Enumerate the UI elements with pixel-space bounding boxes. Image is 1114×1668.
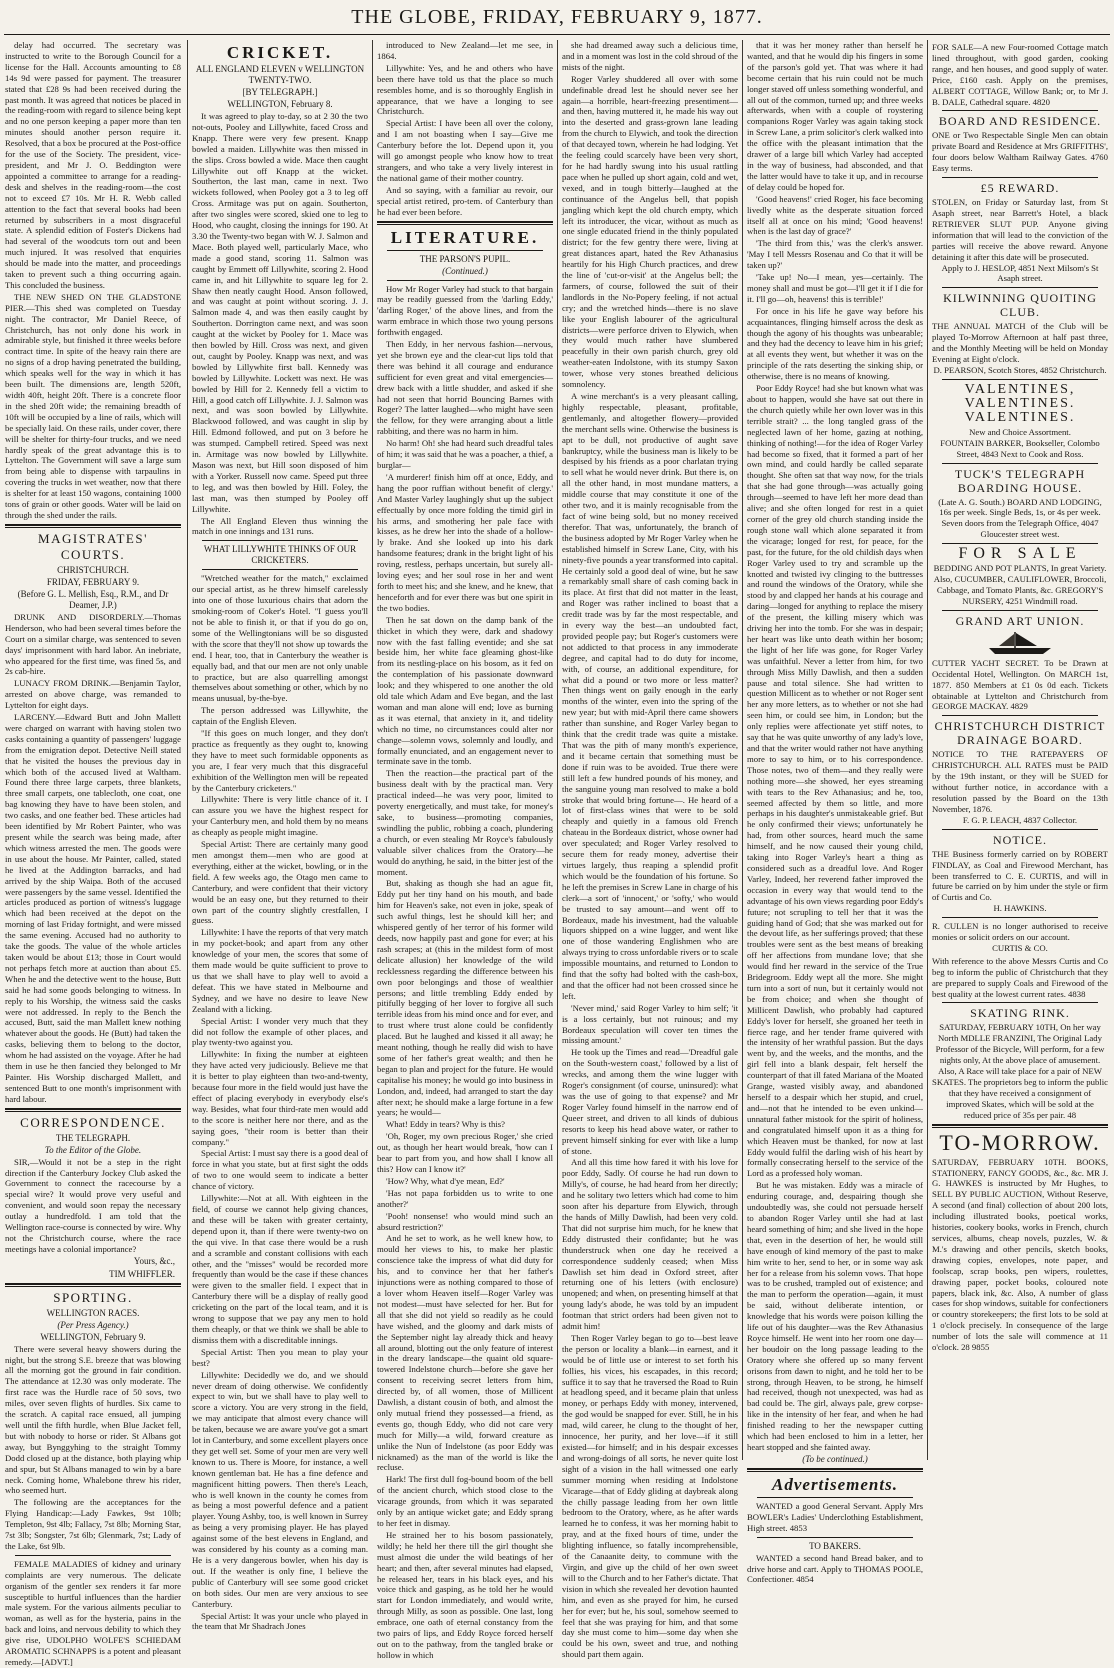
divider bbox=[387, 250, 543, 251]
advert-title: VALENTINES, VALENTINES. VALENTINES. bbox=[964, 381, 1076, 425]
letter-body: SIR,—Would it not be a step in the right direction if the Canterbury Jockey Club asked the Government to connect the racecourse by a special wire? It would prove very useful and convenient, and would soon repay the necessary outlay a hundredfold. I am told that the Wellington race-course is connected by wire. Why not the Christchurch course, where the race meetings have a colonial importance? bbox=[5, 1156, 181, 1254]
advert-text: THE Business formerly carried on by ROBERT FINDLAY, as Coal and Firewood Merchant, has been transferred to C. E. CURTIS, and will in future be carried on by him under the style or firm of Curtis and Co. bbox=[932, 848, 1108, 903]
divider bbox=[942, 379, 1098, 380]
section-subheading: ALL ENGLAND ELEVEN v WELLINGTON TWENTY-TWO. bbox=[195, 64, 365, 85]
divider bbox=[942, 715, 1098, 716]
article-text: delay had occurred. The secretary was instructed to write to the Borough Council for a license for the Hall. Accounts amounting to £8 14s 9d were passed for payment. The treasurer stated that £28 9s had been received during the past month. It was agreed that notices be placed in the reading-room with regard to silence being kept and no one person keeping a paper more than ten minutes should another person require it. Resolved, that a box be procured at the Post-office for the use of the Society. The president, vice-president, and Mr J. O. Beddington were appointed a committee to arrange for a reading-desk and shelves in the reading-room—the cost not to exceed £7 10s. Mr H. R. Webb called attention to the fact that several books had been returned by subscribers in a most disgraceful state. A splendid edition of Foster's Dickens had had several of the woodcuts torn out and been much injured. It was resolved that enquiries should be made into the matter, and proceedings taken to prevent such a thing occurring again. This concluded the business. bbox=[5, 40, 181, 290]
advert bbox=[932, 383, 1108, 460]
bench-line: (Before G. L. Mellish, Esq., R.M., and Dr Deamer, J.P.) bbox=[17, 588, 169, 610]
advert-text: WANTED a good General Servant. Apply Mrs BOWLER's Ladies' Underclothing Establishment, High street. 4853 bbox=[747, 1500, 923, 1533]
article-text: introduced to New Zealand—let me see, in 1864. bbox=[377, 40, 553, 61]
advert-title: GRAND ART UNION. bbox=[955, 613, 1085, 628]
article-text: Lillywhite: In fixing the number at eighteen they have acted very judiciously. Believe me that it is better to play eighteen than two-and-twenty, because four more in the field would just have the effect of placing everybody in everybody else's way. Besides, what four third-rate men would add to the score is neither here nor there, and as the saying goes, "their room is better than their company." bbox=[192, 1049, 368, 1147]
article-text: And so saying, with a familiar au revoir, our special artist retired, pro-tem. of Canterbury than he had ever been before. bbox=[377, 184, 553, 217]
article-text: Special Artist: I must say there is a good deal of force in what you state, but at first sight the odds of two to one would seem to indicate a better chance of victory. bbox=[192, 1148, 368, 1192]
story-text: 'Oh, Roger, my own precious Roger,' she cried out, as though her heart would break, 'how can I bear to part from you, and how shall I know all this? How can I know it?' bbox=[377, 1131, 553, 1174]
continued-label: (Continued.) bbox=[442, 265, 488, 276]
story-title: THE PARSON'S PUPIL. bbox=[419, 253, 511, 264]
dateline: FRIDAY, FEBRUARY 9. bbox=[46, 576, 140, 587]
article-text: There were several heavy showers during the night, but the strong S.E. breeze that was blowing all the morning got the ground in fair condition. The attendance at 12.30 was only moderate. The first race was the Hurdle race of 50 sovs, two miles, over seven flights of hurdles. Six came to the scratch. A capital race ensued, all jumping well until the fifth hurdle, when Blue Jacket fell, but with nobody to horse or rider. St Albans got away, but Bynggyhing to the straight Tommy Dodd closed up at the distance, both playing whip and spur, but St Albans managed to win by a bare neck. Coming home, Whalebone threw his rider, who seemed hurt. bbox=[5, 1343, 181, 1496]
divider bbox=[757, 1537, 913, 1538]
article-text: Special Artist: There are certainly many good men amongst them—men who are good at everything, either at the wicket, bowling, or in the field. A few weeks ago, the Otago men came to Canterbury, and were confident that their victory would be an easy one, but they returned to their own part of the country slightly crestfallen, I guess. bbox=[192, 839, 368, 926]
story-text: 'Has not papa forbidden us to write to one another?' bbox=[377, 1187, 553, 1209]
divider bbox=[942, 287, 1098, 288]
advert-title: BOARD AND RESIDENCE. bbox=[938, 114, 1102, 129]
advert-signature: H. HAWKINS. bbox=[993, 903, 1047, 914]
section-heading: CRICKET. bbox=[226, 43, 334, 62]
story-text: Poor Eddy Royce! had she but known what was about to happen, would she have sat out there in the church quietly while her own lover was in this terrible strait? ... the long tangled grass of the neglected lawn of her home, gazing at nothing, thinking of nothing!—for the idea of Roger Varley had become so fixed, that it formed a part of her own mind, and could hardly be called separate thought. She often sat that way now, for the trials that she had gone through—was actually going through—seemed to have left her more dead than alive; and she often longed for rest in a quiet corner of the grey old church standing inside the rough stone wall which alone separated it from the vicarage; longed for rest, for peace, for the past, for the future, for the old childish days when Roger Varley used to try and scramble up the knotted and twisted ivy clinging to the buttresses and round the windows of the Oratory, while she stood by and clapped her hands at his courage and daring—longed for anything to replace the misery of the present, the killing misery which was driving her into the tomb. For she was in despair; her heart was like unto death within her bosom; the light of her life was gone, for Roger Varley was unfaithful. Never a letter from him, for two through Miss Milly Dawlish, and then a sudden pause and total silence. She had written to question Millicent as to whether or not Roger sent her any more letters, as to whether or not she had seen him, or could see him, in London; but the only replies were affectionate yet stiff notes, to say that he was quite unworthy of any lady's love, and that the writer would rather not have anything more to say to him, or to his correspondence. Those notes, two of them—and they really were nothing more—she showed, her eyes streaming with tears to the Rev Athanasius; and he, too, seemed affected by them so little, and more perhaps in his daughter's unmistakeable grief. But he only confirmed their views; unfortunately he had, from other sources, heard much the same himself, and he now caused their young child, taking into Roger Varley's heart a thing as considered such as a dreadful love. And Roger Varley, Indeed, her reverend father improved the occasion in every way that would tend to the advantage of his own views regarding poor Eddy's future; not scrupling to tell her that it was the guiding hand of God; that she was marked out for the devout life, as her sufferings proved; that these troubles were sent as the best means of breaking off her affections from mundane love; that she would find her reward in the service of the True Bridegroom. Eddy wept all the more. She might turn into a sort of nun, but it certainly would not be from choice; and when she thought of Millicent Dawlish, who probably had captured Eddy's lover for herself, she groaned her teeth in fierce rage, and her tender frame quivered with the intensity of her wrathful passion. But the days went by, and the weeks, and the months, and the girl fell into a blank despair, felt herself the counterpart of that ill fated Mariana of the Moated Grange, wasted visibly away, and abandoned herself to a despair which her stupid, and cruel, and—not that he intended to be even unkind—unnatural father mistook for the spirit of holiness, and congratulated himself upon it as a thing for which Heaven must be thanked, for now at last Eddy would fulfil the darling wish of his heart by formally consecrating herself to the service of the Lord as a professed holy woman. bbox=[747, 383, 923, 1179]
advert-title: TO-MORROW. bbox=[939, 1129, 1101, 1155]
source-line: [BY TELEGRAPH.] bbox=[242, 87, 318, 97]
masthead-rule bbox=[4, 34, 1110, 35]
divider bbox=[942, 110, 1098, 111]
column-6-advertisements bbox=[932, 40, 1108, 1460]
advert bbox=[932, 467, 1108, 541]
advert-title: CHRISTCHURCH DISTRICT DRAINAGE BOARD. bbox=[934, 719, 1106, 748]
section-divider bbox=[5, 524, 181, 528]
story-text: 'Pooh! nonsense! who would mind such an absurd restriction?' bbox=[377, 1210, 553, 1232]
article-text: LUNACY FROM DRINK.—Benjamin Taylor, arrested on above charge, was remanded to Lyttelton for eight days. bbox=[5, 678, 181, 711]
advert-title: KILWINNING QUOITING CLUB. bbox=[943, 291, 1097, 320]
section-divider bbox=[932, 1124, 1108, 1128]
divider bbox=[942, 463, 1098, 464]
article-text: DRUNK AND DISORDERLY.—Thomas Henderson, who had been several times before the Court on a similar charge, was sentenced to seven days' imprisonment with hard labor. An inebriate, who appeared for the first time, was fined 5s, and 2s cab-hire. bbox=[5, 611, 181, 677]
advert-text: With reference to the above Messrs Curtis and Co beg to inform the public of Christchurch that they are prepared to supply Coals and Firewood of the best quality at the lowest current rates. 4838 bbox=[932, 955, 1108, 999]
article-text: Special Artist: Then you mean to play your best? bbox=[192, 1346, 368, 1368]
to-be-continued: (To be continued.) bbox=[802, 1453, 868, 1464]
column-rule bbox=[742, 40, 743, 1460]
article-text: Special Artist: I have been all over the colony, and I am not boasting when I say—Give me Canterbury before the lot. Depend upon it, you will go amongst people who know how to treat strangers, and who take a very lively interest in the national game of their mother country. bbox=[377, 118, 553, 183]
story-text: 'Good heavens!' cried Roger, his face becoming livedly white as the desperate situation forced itself all at once on his mind; 'Good heavens! when is the last day of grace?' bbox=[747, 193, 923, 237]
letter-signature: TIM WHIFFLER. bbox=[109, 1268, 175, 1279]
divider bbox=[942, 610, 1098, 611]
story-text: that it was her money rather than herself he wanted, and that he would dip his fingers in some of the parson's gold yet. That was where it had become certain that his ruin could not be much longer staved off unless something wonderful, and all out of the common, turned up; and three weeks afterwards, when with a couple of roystering companions Roger Varley was again taking stock in Screw Lane, a prim solicitor's clerk walked into the office with the pleasant intimation that the drawer of a large bill which Varley had accepted in the way of business, had absconded, and that the latter would have to take it up, and in recourse of delay could be hoped for. bbox=[747, 40, 923, 192]
column-3 bbox=[377, 40, 553, 1660]
story-text: Then he sat down on the damp bank of the thicket in which they were, dark and shadowy now with the fast falling eventide; and she sat beside him, her white face gleaming ghost-like from its nestling-place on his bosom, as it fed on the contemplation of his passionate downward look; and they whispered to one another the old old tale which Adam and Eve began, and the last woman and man alone will end; love as burning as it was eternal, that anxiety in it, and tidelity which no time, no circumstances could alter nor change—solemn vows, solemnly and loudly, and formally enunciated, and an engagement never to terminate save in the tomb. bbox=[377, 614, 553, 767]
column-rule bbox=[187, 40, 188, 1460]
advert bbox=[932, 42, 1108, 107]
section-heading: SPORTING. bbox=[53, 1289, 133, 1305]
story-text: 'Never mind,' said Roger Varley to him self; 'it is a loss certainly, but not ruinous; and my Bordeaux speculation will cover ten times the missing amount.' bbox=[562, 1002, 738, 1046]
section-divider bbox=[377, 221, 553, 225]
source-line: (Per Press Agency.) bbox=[57, 1319, 129, 1330]
story-text: What! Eddy in tears? Why is this? bbox=[386, 1119, 506, 1130]
divider bbox=[15, 1555, 171, 1556]
advert-text: WANTED a second hand Bread baker, and to drive horse and cart. Apply to THOMAS POOLE, Confectioner. 4854 bbox=[747, 1552, 923, 1585]
advert bbox=[932, 181, 1108, 284]
advert bbox=[932, 614, 1108, 713]
story-text: But he was mistaken. Eddy was a miracle of enduring courage, and, despairing though she undoubtedly was, she could not persuade herself to abandon Roger Varley until she had at last heard something of him; and she lived in the hope that, even in the desertion of her, he would still have enough of kind memory of the past to make him write to her, send to her, or in some way ask her for a release from his solemn vows. That hope was to be crushed, trampled out of existence; and the man to perform the operation—again, it must be said, without deliberate intention, or knowledge that his words were poison killing the life out of his daughter—was the Rev Athanasius Royce himself. He went into her room one day—her boudoir on the long passage leading to the Oratory where she offered up so many fervent orisons from dawn to night, and he told her to be strong, through Heaven, to be strong, he himself had received, though not unexpected, was had as bad could be. The girl, always pale, grew corpse-like in the intensity of her fear, and when he had finished reading to her the newspaper cutting which had been enclosed to him in a letter, her heart stopped and she fainted away. bbox=[747, 1180, 923, 1452]
section-divider bbox=[5, 1283, 181, 1287]
advert-text: THE ANNUAL MATCH of the Club will be played To-Morrow Afternoon at half past three, and the Monthly Meeting will be held on Monday Evening at Eight o'clock. bbox=[932, 321, 1108, 365]
story-text: Then Eddy, in her nervous fashion—nervous, yet she brown eye and the clear-cut lips told that there was behind it all courage and endurance sufficient for even great and vital emergencies—drew back with a little shudder, and asked if she had not seen that horrid Bouncing Barnes with Roger? The latter laughed—who might have seen the fellow, for they were arranging about a little rabbiting, and there was no harm in him. bbox=[377, 339, 553, 437]
article-text: LARCENY.—Edward Butt and John Mallett were charged on warrant with having stolen two casks containing a quantity of passengers' luggage from the emigration depot. Detective Neill stated that he visited the houses the previous day in which both of the accused lived at Waltham. Found there three large carpets, three blankets, three small carpets, one tablecloth, one coat, one bag knowing they have to have been stolen, and two casks, and one feather bed. These articles had been identified by Mr Robert Painter, who was present while the search was being made, after which witness arrested the men. The goods were in use about the house. Mr Painter, called, stated he lived at the Addington barracks, and had arrived by the ship Waipa. Both of the accused were passengers by the same vessel. Identified the articles produced as portion of witness's luggage which had been received at the depot on the morning of last Friday fortnight, and were missed the same evening. Accused had no authority to take the goods. The value of the whole articles taken would be about £13; those in Court would not perhaps fetch more at auction than about £5. When he and the detective went to the house, Butt said he had some goods belonging to witness. In reply to his Worship, the witness said the casks were not addressed. In reply to the Bench the accused, Butt, said the man Mallett knew nothing whatever about the goods. He (Butt) had taken the casks, believing them to belong to the doctor, whom he had assisted on the voyage. After he had them in use he then fancied they belonged to Mr Painter. His Worship discharged Mallett, and sentenced Butt to one month's imprisonment with hard labour. bbox=[5, 712, 181, 1104]
column-5 bbox=[747, 40, 923, 1585]
article-text: Lillywhite: Decidedly we do, and we should never dream of doing otherwise. We confidently expect to win, but we shall have to play well to score a victory. You are very strong in the field, we may anticipate that almost every chance will be taken, because we are aware you've got a smart lot in Canterbury, and some excellent players once they get well set. Some of your men are very well known to us. There is Moore, for instance, a well known gentleman bat. He has a fine defence and magnificent hitting powers. Then there's Leach, who is well known in the county he comes from as being a most powerful defence and a patient player. Young Ashby, too, is well known in Surrey as being a very promising player. He has played against some of the best elevens in England, and was considered by his county as a coming man. He is a very dangerous bowler, when his day is out. If the weather is only fine, I believe the public of Canterbury will see some good cricket on both sides. Our men are very anxious to see Canterbury. bbox=[192, 1369, 368, 1609]
story-text: Hark! The first dull fog-bound boom of the bell of the ancient church, which stood close to the vicarage grounds, from which it was separated only by an antique wicket gate; and Eddy sprang to her feet in dismay. bbox=[377, 1474, 553, 1528]
advert-text: New and Choice Assortment. bbox=[969, 426, 1071, 437]
advert-title: £5 REWARD. bbox=[980, 181, 1060, 196]
advert-signature: Apply to J. HESLOP, 4851 Next Milsom's St Asaph street. bbox=[941, 262, 1099, 284]
section-divider bbox=[5, 1108, 181, 1112]
advert-text: FEMALE MALADIES of kidney and urinary complaints are very numerous. The delicate organism of the gentler sex renders it far more susceptible to hurtful influences than the hardier male system. For the various ailments peculiar to woman, as well as for the hysteria, pains in the back and loins, and nervous debility to which they give rise, UDOLPHO WOLFE'S SCHIEDAM AROMATIC SCHNAPPS is a potent and pleasant remedy.—[ADVT.] bbox=[5, 1558, 181, 1667]
section-heading: CORRESPONDENCE. bbox=[20, 1114, 166, 1130]
advert-text: FOR SALE—A new Four-roomed Cottage match lined throughout, with good garden, cooking range, and hen houses, and good supply of water. Price, £160 cash. Apply on the premises, ALBERT COTTAGE, Willow Bank; or, to Mr J. B. DALE, Cathedral square. 4820 bbox=[932, 42, 1108, 107]
article-text: "If this goes on much longer, and they don't practice as frequently as they ought to, knowing they have to meet such formidable opponents as you are, I fear very much that this disgraceful exhibition of the Wellington men will be repeated by the Canterbury cricketers." bbox=[192, 728, 368, 793]
advert bbox=[932, 291, 1108, 376]
advert-text: SATURDAY, FEBRUARY 10TH, On her way North MDLLE FRANZINI, The Original Lady Professor of the Bicycle, Will perform, for a few nights only, At the above place of amusement. Also, A Race will take place for a pair of NEW SKATES. The proprietors beg to inform the public that they have received a consignment of improved Skates, which will be sold at the reduced price of 35s per pair. 48 bbox=[932, 1022, 1108, 1120]
advert-title: FOR SALE bbox=[958, 545, 1082, 563]
letter-closing: Yours, &c., bbox=[133, 1255, 175, 1266]
advert-title: SKATING RINK. bbox=[970, 1006, 1070, 1021]
advert-text: CUTTER YACHT SECRET. To be Drawn at Occidental Hotel, Wellington. On MARCH 1st, 1877. 850 Members at £1 0s 0d each. Tickets obtainable at Lyttelton and Christchurch from GEORGE MACKAY. 4829 bbox=[932, 657, 1108, 712]
dateline: WELLINGTON, February 9. bbox=[40, 1331, 146, 1342]
story-text: And all this time how fared it with his love for poor Eddy, Sadly. Of course he had run down to Milly's, of course, he had heard from her directly; and he solitary two letters which had come to him soon after his departure from Elywich, through the hands of Milly Dawlish, had been very cold. That did not surprise him much, for he knew that Eddy distrusted their confidante; but he was thunderstruck when one day he received a correspondence suddenly ceased; when Miss Dawlish set him dead in Oxford street, after returning one of his letters (with enclosure) unopened; and when, on presenting himself at that young lady's abode, he was told by an impudent footman that strict orders had been given not to admit him! bbox=[562, 1157, 738, 1332]
column-rule bbox=[557, 40, 558, 1460]
advert-title: TO BAKERS. bbox=[809, 1540, 861, 1551]
article-text: THE NEW SHED ON THE GLADSTONE PIER.—This shed was completed on Tuesday night. The contractor, Mr Daniel Reece, of Christchurch, has not only done his work in admirable style, but finished it three weeks before contract time. In spite of the heavy rain there are no signs of a drop having penetrated the building, which speaks well for the way in which it has been built. The dimensions are, length 520ft, width 40ft, height 20ft. There is a concrete floor in the shed 20ft wide; the remaining breadth of 10ft will be occupied by a line of rails, which will be specially laid. On these rails, under cover, there will be shelter for thirty-four trucks, and we need hardly speak of the great advantage this is to Lyttelton. The Government will save a large sum from being able to dispense with tarpaulins in covering the trucks in wet weather, now that there is shelter for at least 150 wagons, containing 1000 tons of grain or other goods. Water will be laid on through the shed under the rails. bbox=[5, 291, 181, 520]
adverts-heading: Advertisements. bbox=[772, 1474, 898, 1494]
story-text: He strained her to his bosom passionately, wildly; he held her there till the girl thought she must almost die under the wild beatings of her heart; and then, after several minutes had elapsed, he released her, tears in his black eyes, and his voice thick and gasping, as he told her he would start for London immediately, and would write, through Milly, as soon as possible. One last, long embrace, one oath of eternal constancy from the two pairs of lips, and Eddy Royce forced herself out on to the pathway, from the tangled brake or hollow in which bbox=[377, 1529, 553, 1660]
story-text: Roger Varley shuddered all over with some undefinable dread lest he should never see her again—a horrible, heart-freezing presentiment—and then, having muttered it, he made his way out into the deserted and grass-grown lane leading from the church to Elywich, and took the direction of that decayed town, wherein he had lodging. Yet the feeling could scarcely have been very short, for he had hardly swung into his usual rattling pace when he pulled up short again, cold and wet, vexed, and in tough bitterly—laughed at the continuance of the Angelus bell, that popish jangling which kept the old church empty, which left its introducer, the vicar, without as much as one single educated friend in the thinly populated district; for the few gentry there were, living at great distances apart, hated the Rev Athanasius heartily for his High Church practices, and drew the line of 'cut-or-visit' at the Angelus bell; the farmers, of course, followed the suit of their landlords in the No-Popery feeling, if not actual cry; and the wretched hinds—there is no slave like your English labourer of the agricultural districts—were perforce driven to Elywich, when they would much rather have slumbered peacefully in their own parish church, grey old weather-eaten Indolstone, with its stumpy Saxon tower, whose very stones breathed delicious somnolency. bbox=[562, 73, 738, 390]
advert-signature: D. PEARSON, Scotch Stores, 4852 Christchurch. bbox=[933, 364, 1107, 375]
advert bbox=[932, 833, 1108, 914]
section-heading: LITERATURE. bbox=[390, 227, 540, 247]
article-text: Lillywhite: There is very little chance of it. I can assure you we have the highest respect for your Canterbury men, and hold them by no means as cheaply as people might imagine. bbox=[192, 794, 368, 838]
advert-text: ONE or Two Respectable Single Men can obtain private Board and Residence at Mrs GRIFFITHS', four doors below Waltham Railway Gates. 4760 Easy terms. bbox=[932, 130, 1108, 174]
advert-text: BEDDING AND POT PLANTS, In great Variety. Also, CUCUMBER, CAULIFLOWER, Broccoli, Cabbage, and Tomato Plants, &c. GREGORY'S NURSERY, 4251 Windmill road. bbox=[933, 563, 1107, 606]
story-text: 'Take up! No—I mean, yes—certainly. The money shall and must be got—I'll get it if I die for it. I'll go—oh, heavens! this is terrible!' bbox=[747, 272, 923, 304]
story-text: No harm! Oh! she had heard such dreadful tales of him; it was said that he was a poacher, a thief, a burglar— bbox=[377, 438, 553, 470]
story-text: A wine merchant's is a very pleasant calling, highly respectable, pleasant, profitable, gentlemanly, and altogether flowery—provided the merchant sells wine. Otherwise the business is apt to be dull, not productive of aught save bankruptcy, while the business man is likely to be despised by his friends as a poor charlatan trying to sell what he would never drink. But there is, on all the other hand, in most mundane matters, a middle course that may constitute it one of the other two, and it is mainly recognisable from the fact of wine being sold, but no money received therefor. That was, unfortunately, the branch of the business adopted by Mr Roger Varley when he established himself in Screw Lane, City, with his ninety-five pounds a year transformed into capital. He certainly sold a good deal of wine, but he saw a remarkably small share of cash coming back in its place. At first that did not matter in the least, and Roger was rather inclined to boast that a credit trade was by far the most respectable, and in every way the best—an undoubted fact, provided people pay; but Roger's customers were not addicted to that process in any immoderate degree, and capital had to do duty for income, with, of course, an additional expenditure, for what did a pound or two more or less matter? Then things went on gaily enough in the early months of the winter, even into the spring of the new year; but with mid-April there came showers rather than sunshine, and Roger Varley began to think that the credit trade was quite a mistake. That was the pith of many month's experience, and it became certain that something must be done if ruin was to be avoided. True there were still left a few hundred pounds of his money, and the sanguine young man resolved to make a bold stroke that would bring fortune—. He heard of a lot of first-class wines that were to be sold cheaply and quietly in a famous old French chateau in the Bordeaux district, whose owner had over speculated; and Roger Varley resolved to secure them for ready money, advertise their virtues largely, thus reaping a splendid profit which would be the foundation of his fortune. So he left the premises in Screw Lane in charge of his clerk—a sort of 'innocent,' or 'softy,' who would be trusted to say amount—and went off to Bordeaux, made his investment, had the valuable liquors shipped on a wine lugger, and went like one of those wandering Englishmen who are always trying to cross unfordable rivers or to scale impossible mountains, and returned to London to find that the softy had bolted with the cash-box, and that the officer had not been crossed since he left. bbox=[562, 391, 738, 1001]
article-text: Lillywhite:—Not at all. With eighteen in the field, of course we cannot help giving chances, and these will be taken with greater certainty, depend upon it, than if there were twenty-two on the qui vive. In that case there would be a rush and a scramble and constant collisions with each other, and the "misses" would be recorded more frequently than would be the case if these chances were given to the smaller field. I expect that in Canterbury there will be a display of really good cricketing on the part of the local team, and it is wrong to suppose that we pay any men to hold them cheaply, or that we think we shall be able to dismiss them with a discreditable innings. bbox=[192, 1193, 368, 1345]
article-text: Lillywhite: Yes, and he and others who have been there have told us that the place so much resembles home, and is so thoroughly English in appearance, that we have a longing to see Christchurch. bbox=[377, 62, 553, 117]
article-text: It was agreed to play to-day, so at 2 30 the two not-outs, Pooley and Lillywhite, faced Cross and Knapp. There were very few present. Knapp bowled a maiden. Lillywhite was then missed in the slips. Cross bowled a wide. Mace then caught Lillywhite out off Knapp at the wicket. Southerton, the last man, came in next. Two wickets followed, when Pooley got a 3 to leg off Cross. Armitage was put on again. Southerton, after two singles were scored, skied one to leg to Hood, who caught, closing the innings for 190. At 3.30 the Twenty-two began with W. J. Salmon and Mace. Both played well, particularly Mace, who made a good stand, scoring 11. Salmon was caught by Emmett off Lillywhite, scoring 2. Hood came in, and hit Lillywhite to square leg for 2. Shaw then neatly caught Hood. Anson followed, and was caught at point without scoring. J. J. Salmon made 4, and was then easily caught by Southerton. Dorrington came next, and was soon caught at the wicket by Pooley for 1. Mace was then bowled by Hill. Cross was next, and given out, caught by Pooley. Knapp was next, and was bowled by Lillywhite first ball. Kennedy was bowled by Lillywhite. Lockett was next. He was bowled by Hill for 2. Kennedy fell a victim to Hill, a good catch off Lillywhite. J. J. Salmon was next, and was soon bowled by Lillywhite. Blackwood followed, and was caught in slip by Hill. Edmond followed, and put on 3 before he was stumped. Campbell retired. Speed was next in. Armitage was now bowled by Lillywhite. Mason was next, but Hill soon disposed of him with a Yorker. Russell now came. Speed put three to leg, and was then bowled by Hill. Foley, the last man, was then stumped by Pooley off Lillywhite. bbox=[192, 111, 368, 514]
advert bbox=[932, 547, 1108, 607]
advert-title: TUCK'S TELEGRAPH BOARDING HOUSE. bbox=[954, 466, 1086, 495]
letter-address: To the Editor of the Globe. bbox=[44, 1144, 142, 1155]
divider bbox=[942, 543, 1098, 544]
section-subheading: WHAT LILLYWHITE THINKS OF OUR CRICKETERS. bbox=[203, 544, 357, 566]
advert-signature: F. G. P. LEACH, 4837 Collector. bbox=[962, 814, 1078, 825]
section-divider bbox=[747, 1468, 923, 1472]
story-text: How Mr Roger Varley had stuck to that bargain may be readily guessed from the 'darling Eddy,' 'darling Roger,' of the above lines, and from the warm embrace in which those two young persons forthwith engaged. bbox=[377, 283, 553, 338]
divider bbox=[942, 829, 1098, 830]
advert-text: SATURDAY, FEBRUARY 10TH. BOOKS, STATIONERY, FANCY GOODS, &c., &c. MR J. G. HAWKES is instructed by Mr Hughes, to SELL BY PUBLIC AUCTION, Without Reserve, A second (and final) collection of about 200 lots, including illustrated books, poetical works, histories, cookery books, works in French, church services, albums, cheap novels, puzzles, W. & M.'s drawing and other pencils, sketch books, drawing copies, envelopes, note paper, and foolscap, scrap books, pen wipers, roulettes, drawing paper, pocket books, coloured note papers, black ink, &c. Also, A number of glass cases for shop windows, suitable for confectioners or country storekeepers; the first lots to be sold at 1 o'clock precisely. In consequence of the large number of lots the sale will commence at 11 o'clock. 28 9855 bbox=[932, 1156, 1108, 1353]
section-heading: MAGISTRATES' COURTS. bbox=[38, 530, 148, 562]
article-text: The All England Eleven thus winning the match in one innings and 131 runs. bbox=[192, 515, 368, 537]
letter-title: THE TELEGRAPH. bbox=[55, 1132, 131, 1143]
advert-text: NOTICE TO THE RATEPAYERS OF CHRISTCHURCH. ALL RATES must be PAID by the 19th instant, or they will be SUED for without further notice, in accordance with a resolution passed by the Board on the 13th November, 1876. bbox=[932, 749, 1108, 814]
advert-text: R. CULLEN is no longer authorised to receive monies or solicit orders on our account. bbox=[932, 921, 1108, 943]
advert-text: (Late A. G. South.) BOARD AND LODGING, 16s per week. Single Beds, 1s, or 4s per week. Seven doors from the Telegraph Office, 4047 Gloucester street west. bbox=[938, 496, 1102, 540]
divider bbox=[942, 1002, 1098, 1003]
column-rule bbox=[927, 40, 928, 1460]
dateline: WELLINGTON, February 8. bbox=[227, 99, 333, 109]
advert-signature: FOUNTAIN BARKER, Bookseller, Colombo Street, 4843 Next to Cook and Ross. bbox=[940, 437, 1100, 459]
story-text: Then the reaction—the practical part of the business dealt with by the practical man. Very practical indeed—he was very poor, limited to poverty energetically, and must take, for money's sake, to business—promoting companies, swindling the public, robbing a coach, plundering a church, or even stealing Mr Royce's fabulously valuable silver chalices from the Oratory—he would do anything, he said, in the bitter jest of the moment. bbox=[377, 768, 553, 877]
section-subheading: WELLINGTON RACES. bbox=[46, 1307, 140, 1318]
article-text: Lillywhite: I have the reports of that very match in my pocket-book; and apart from any other knowledge of your men, the scores that some of them made would be quite sufficient to prove to us that we shall have to play well to avoid a defeat. This we have stated in Melbourne and Sydney, and we have no desire to leave New Zealand with a licking. bbox=[192, 927, 368, 1014]
divider bbox=[202, 540, 358, 541]
story-text: For once in his life he gave way before his acquaintances, flinging himself across the desk as though the agony of his thoughts was unbearable; and they had the decency to leave him in his grief; at all events they went, but whether it was on the principle of the rats deserting the sinking ship, or otherwise, there is no means of knowing. bbox=[747, 305, 923, 382]
story-text: 'A murderer! finish him off at once, Eddy, and hang the poor ruffian without benefit of clergy.' And Master Varley laughingly shut up the subject effectually by once more folding the timid girl in his arms, and smothering her pale face with kisses, as he drew her into the shade of a hollow-ly brake. And she looked up into his dark handsome features; drank in the bright light of his roving, restless, perhaps uncertain, but surely all-loving eyes; and her soul rose in her and went forth to meet his; and she knew, and he knew, that henceforth and for ever there was but one spirit in the two bodies. bbox=[377, 471, 553, 613]
advert bbox=[932, 114, 1108, 174]
section-subheading: CHRISTCHURCH. bbox=[57, 564, 129, 575]
article-text: The following are the acceptances for the Flying Handicap:—Lady Fawkes, 9st 10lb; Templeton, 9st 4lb; Fallacy, 7st 8lb; Morning Star, 7st 3lb; Songster, 7st 6lb; Glenmark, 7st; Lady of the Lake, 6st 9lb. bbox=[5, 1497, 181, 1551]
advert bbox=[932, 956, 1108, 1000]
advert bbox=[932, 719, 1108, 825]
divider bbox=[202, 569, 358, 570]
divider bbox=[757, 1497, 913, 1498]
story-text: 'The third from this,' was the clerk's answer. 'May I tell Messrs Rosenau and Co that it will be taken up?' bbox=[747, 238, 923, 271]
divider bbox=[387, 280, 543, 281]
story-text: Then Roger Varley began to go to—best leave the person or locality a blank—in earnest, and it would be of little use or interest to set forth his follies, his vices, his escapades, in this record; suffice it to say that he traversed the Road to Ruin at headlong speed, and it became plain that unless money, or perhaps Eddy with money, intervened, the god would be snapped for ever. Still, he in his mad, wild career, he clung to the thought of her, innocence, her purity, and her love—if it still existed—for himself; and in his despair excesses and wrong-doings of all sorts, he never quite lost sight of a vision in the hall witnessed one early summer morning when residing at Indolstone Vicarage—that of Eddy gliding at daybreak along the chilly passage leading from her own little bedroom to the Oratory, where, as he after wards learned he to confess, it was her morning habit to pray, and at the fixed hours of time, under the blighting influence, so fatally incomprehensible, of the Canaanite deity, to commune with the Virgin, and give up the child of her own sweet will to the Church and to her Father's dictate. That vision in which she revealed her devotion haunted him, and even as she prayed for him, he cursed her for ever; but he, his soul, somehow seemed to feel that she was praying for him, and that some day she must come to him—some day when she could be his own, sweet and true, and nothing should part them again. bbox=[562, 1332, 738, 1660]
advert bbox=[932, 1131, 1108, 1353]
advert-text: STOLEN, on Friday or Saturday last, from St Asaph street, near Barrett's Hotel, a black RETRIEVER SLUT PUP. Anyone giving information that will lead to the conviction of the parties will receive the above reward. Anyone detaining it after this date will be prosecuted. bbox=[932, 197, 1108, 262]
story-text: 'How? Why, what d'ye mean, Ed?' bbox=[386, 1175, 505, 1186]
advert bbox=[932, 921, 1108, 954]
divider bbox=[942, 177, 1098, 178]
column-1 bbox=[5, 40, 181, 1667]
advert-signature: CURTIS & CO. bbox=[992, 942, 1048, 953]
divider bbox=[942, 917, 1098, 918]
article-text: The person addressed was Lillywhite, the captain of the English Eleven. bbox=[192, 705, 368, 727]
story-text: But, shaking as though she had an ague fit, Eddy put her tiny hand on his mouth, and bade him for Heaven's sake, not even in joke, speak of such awful things, lest he should kill her; and whispered gently of her terror of his former wild deeds, now happily past and gone for ever; at his rash scrapes; at (this in the mildest form of most delicate allusion) her knowledge of the wild recklessness regarding the difference between his own poor belongings and those of wealthier persons; and little trembling Eddy ended by pitifully begging of her lover to forgive all such terrible ideas from his mind once and for ever, and to trust where trust alone could be confidently placed. But he laughed and kissed it all away; he meant nothing, though he really did wish to have some of her father's great wealth; and then he began to plan and project for the future. He would capitalise his money; he would go into business in London, and, indeed, had arranged to start the day after next; he should make a large fortune in a few years; he would— bbox=[377, 878, 553, 1118]
advert bbox=[932, 1006, 1108, 1120]
article-text: "Wretched weather for the match," exclaimed our special artist, as he threw himself carelessly into one of those luxurious chairs that adorn the smoking-room of Coker's Hotel. "I guess you'll not be able to finish it, or that if you do go on, some of the Wellingtonians will be so disgusted with the score that they'll not show up towards the end. I hear, too, that in Canterbury the weather is equally bad, and that our men are not only unable to practice, but are also quarrelling amongst themselves about something or other, which by no means unusual, by-the-bye. bbox=[192, 573, 368, 704]
masthead: THE GLOBE, FRIDAY, FEBRUARY 9, 1877. bbox=[351, 6, 763, 28]
article-text: Special Artist: It was your uncle who played in the team that Mr Shadrach Jones bbox=[192, 1610, 368, 1632]
article-text: Special Artist: I wonder very much that they did not follow the example of other places, and play twenty-two against you. bbox=[192, 1015, 368, 1048]
column-4 bbox=[562, 40, 738, 1660]
story-text: He took up the Times and read—'Dreadful gale on the South-western coast,' followed by a list of wrecks, and among them the wine lugger with Roger's consignment (of course, uninsured): what was the use of going to that expense? and Mr Roger Varley found himself in the narrow end of Queer street, and driven to all kinds of dubious resorts to keep his head above water, or rather to prevent himself sinking for ever with like a lump of stone. bbox=[562, 1047, 738, 1156]
ship-icon bbox=[985, 630, 1055, 656]
column-2 bbox=[192, 40, 368, 1632]
column-rule bbox=[372, 40, 373, 1460]
advert-title: NOTICE. bbox=[993, 832, 1047, 847]
story-text: she had dreamed away such a delicious time, and in a moment was lost in the cold shroud of the mists of the night. bbox=[562, 40, 738, 72]
story-text: And he set to work, as he well knew how, to mould her views to his, to make her plastic conscience take the impress of what did duty for his, and to convince her that her father's injunctions were as nothing compared to those of a lover whom Heaven itself—Roger Varley was not modest—must have selected for her. But for all that she did not yield so readily as he could have wished, and the gloomy and dark mists of the September night lay already thick and heavy all around, blotting out the only feature of interest in the dreary landscape—the quaint old square-towered Indelstone church—before she gave her consent to receiving secret letters from him, directed by, of all women, those of Millicent Dawlish, a distant cousin of both, and almost the only mutual friend they possessed—a friend, as events go, though Eddy, who did not care very much for Milly—a wild, forward creature as unlike the Nun of Indelstone (as poor Eddy was nicknamed) as the man of the world is like the recluse. bbox=[377, 1233, 553, 1473]
